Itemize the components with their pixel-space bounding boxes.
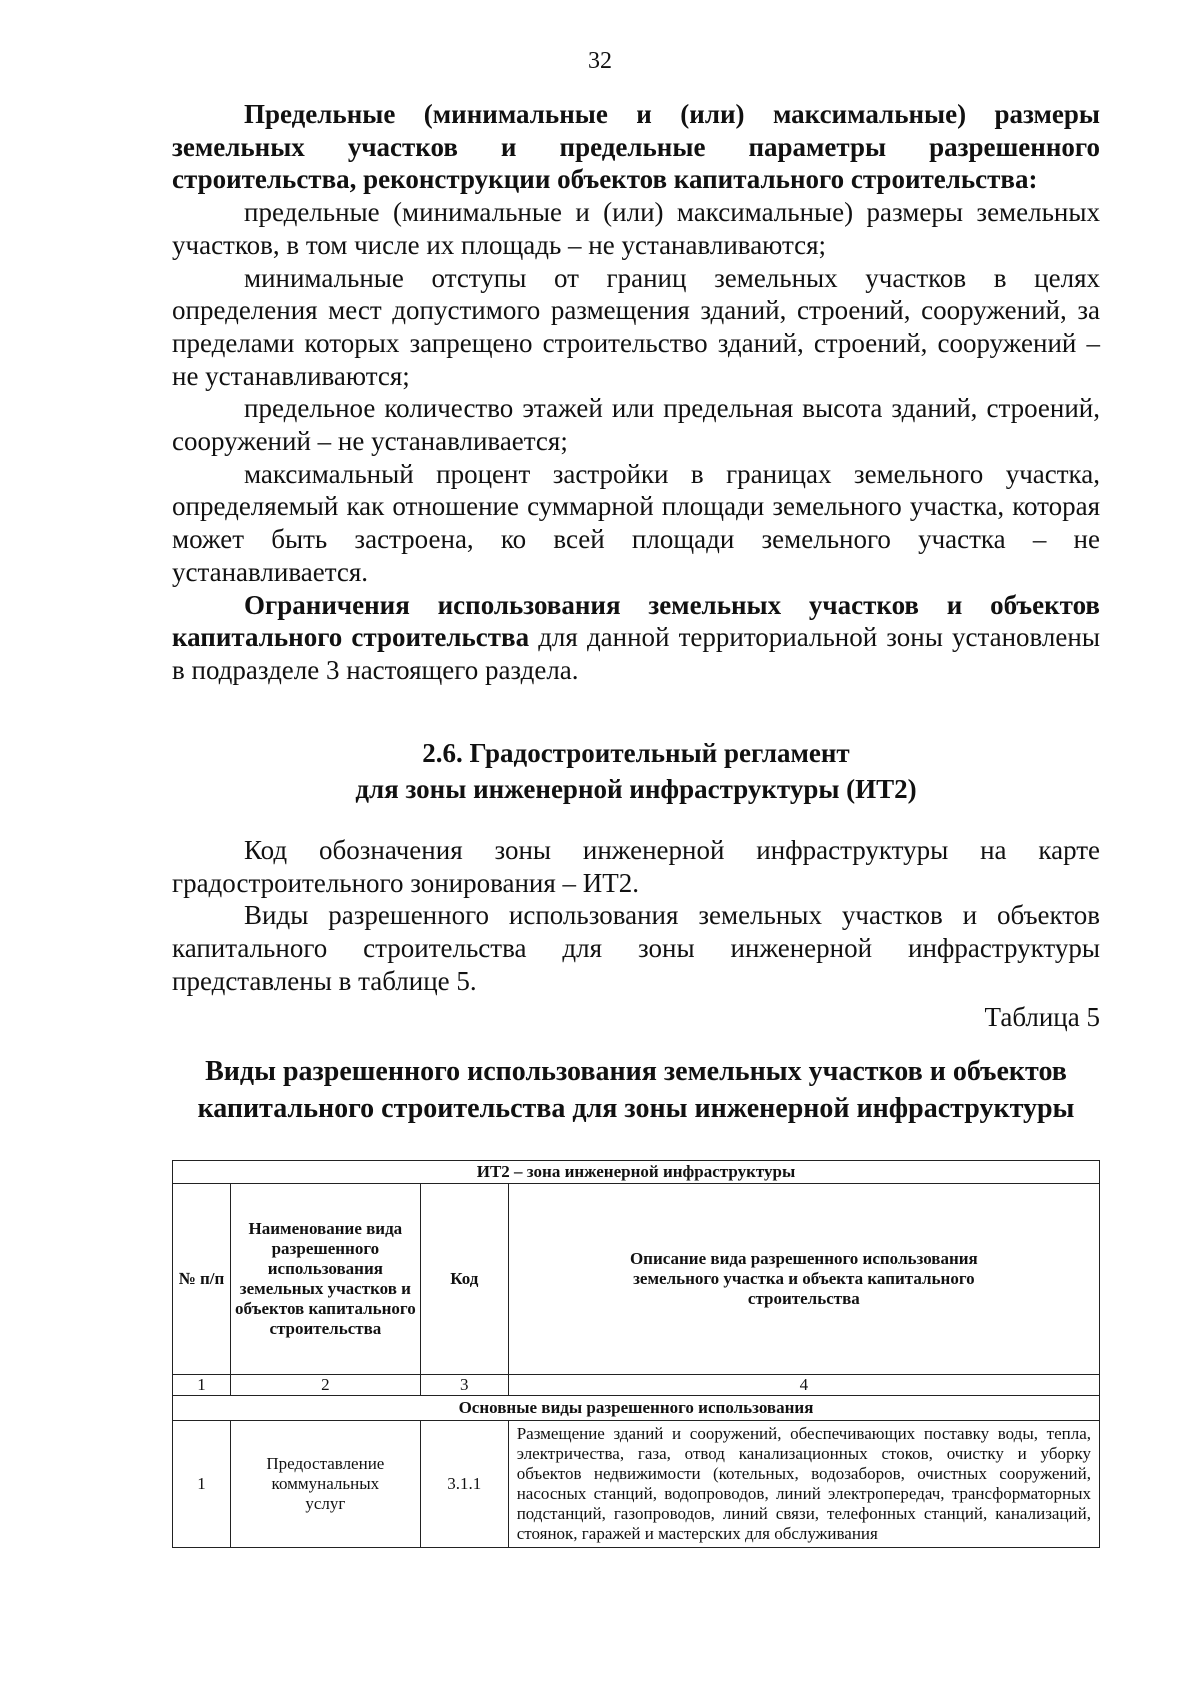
row-number-cell: 1 xyxy=(173,1421,231,1548)
floors-paragraph: предельное количество этажей или предельная высота зданий, строений, сооружений – не устанавливается; xyxy=(172,393,1100,457)
permitted-uses-paragraph: Виды разрешенного использования земельных участков и объектов капитального строительства для зоны инженерной инфраструктуры представлены в таблице 5. xyxy=(172,900,1100,996)
section-row xyxy=(173,1396,1100,1421)
restrictions-text: для данной территориальной зоны установлены в подразделе 3 настоящего раздела. xyxy=(172,622,1100,685)
setback-paragraph: минимальные отступы от границ земельных участков в целях определения мест допустимого размещения зданий, строений, сооружений, за пределами которых запрещено строительство зданий, строений, сооружений – не устанавливаются; xyxy=(172,262,1100,391)
zone-parameters-block xyxy=(172,98,1100,687)
column-number-row xyxy=(173,1375,1100,1396)
table-title xyxy=(172,1053,1100,1127)
zone-description-block xyxy=(172,834,1100,1033)
parameters-heading-paragraph: Предельные (минимальные и (или) максимальные) размеры земельных участков и предельные параметры разрешенного строительства, реконструкции объектов капитального строительства: xyxy=(172,99,1100,195)
table-title-line-2: капитального строительства для зоны инженерной инфраструктуры xyxy=(197,1093,1075,1124)
column-number-cell: 1 xyxy=(173,1375,231,1396)
zone-code-paragraph: Код обозначения зоны инженерной инфраструктуры на карте градостроительного зонирования – ИТ2. xyxy=(172,835,1100,898)
row-description-cell: Размещение зданий и сооружений, обеспечивающих поставку воды, тепла, электричества, газа, отвод канализационных стоков, очистку и уборку объектов недвижимости (котельных, водозаборов, очистных сооружений, насосных станций, водопроводов, линий электропередач, трансформаторных подстанций, газопроводов, линий связи, телефонных станций, канализаций, стоянок, гаражей и мастерских для обслуживания xyxy=(508,1421,1099,1548)
header-name-cell: Наименование вида разрешенного использования земельных участков и объектов капитального строительства xyxy=(230,1184,420,1375)
table-label: Таблица 5 xyxy=(984,1001,1100,1032)
column-number-cell: 2 xyxy=(230,1375,420,1396)
header-code-cell: Код xyxy=(420,1184,508,1375)
table-title-line-1: Виды разрешенного использования земельных участков и объектов xyxy=(205,1056,1067,1087)
zone-name-cell: ИТ2 – зона инженерной инфраструктуры xyxy=(173,1161,1100,1184)
section-heading xyxy=(172,735,1100,807)
header-row xyxy=(173,1184,1100,1375)
header-description-cell: Описание вида разрешенного использования земельного участка и объекта капитального строительства xyxy=(508,1184,1099,1375)
column-number-cell: 3 xyxy=(420,1375,508,1396)
row-name-cell: Предоставление коммунальных услуг xyxy=(230,1421,420,1548)
restrictions-paragraph xyxy=(172,589,1100,687)
section-heading-line-1: 2.6. Градостроительный регламент xyxy=(422,738,850,768)
table-row xyxy=(173,1421,1100,1548)
header-number-cell: № п/п xyxy=(173,1184,231,1375)
page-number: 32 xyxy=(588,48,612,74)
section-row-cell: Основные виды разрешенного использования xyxy=(173,1396,1100,1421)
section-heading-line-2: для зоны инженерной инфраструктуры (ИТ2) xyxy=(355,774,917,804)
row-code-cell: 3.1.1 xyxy=(420,1421,508,1548)
coverage-paragraph: максимальный процент застройки в границах земельного участка, определяемый как отношение суммарной площади земельного участка, которая может быть застроена, ко всей площади земельного участка – не устанавливается. xyxy=(172,458,1100,587)
restrictions-bold-text: Ограничения использования земельных участков и объектов капитального строительства xyxy=(172,589,1100,653)
column-number-cell: 4 xyxy=(508,1375,1099,1396)
zone-row xyxy=(173,1161,1100,1184)
permitted-uses-table xyxy=(172,1160,1100,1548)
plot-size-paragraph: предельные (минимальные и (или) максимальные) размеры земельных участков, в том числе их площадь – не устанавливаются; xyxy=(172,197,1100,260)
